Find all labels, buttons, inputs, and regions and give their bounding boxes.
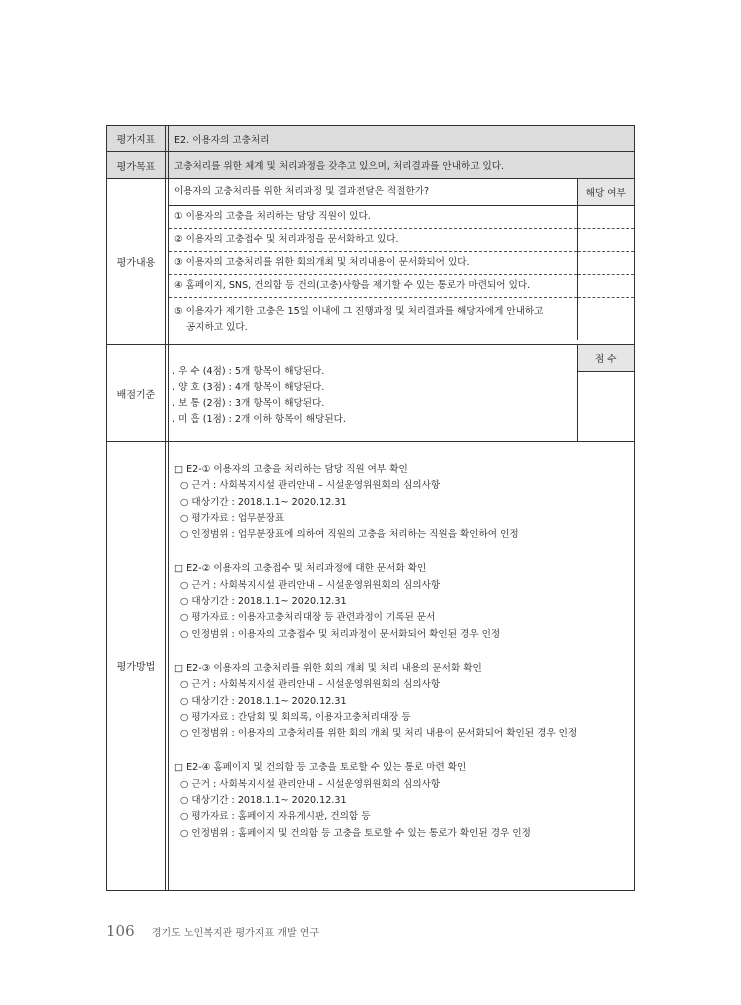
method-line: ○ 인정범위 : 이용자의 고충처리를 위한 회의 개최 및 처리 내용이 문서화되어 확인된 경우 인정 — [180, 728, 578, 740]
goal-label: 평가목표 — [107, 152, 166, 179]
method-group-title: □ E2-② 이용자의 고충접수 및 처리과정에 대한 문서화 확인 — [174, 563, 427, 575]
method-line: ○ 근거 : 사회복지시설 관리안내 – 시설운영위원회의 심의사항 — [180, 679, 441, 691]
content-item-row — [169, 297, 634, 340]
content-item-row — [169, 274, 634, 297]
method-label: 평가방법 — [107, 442, 166, 891]
method-line: ○ 근거 : 사회복지시설 관리안내 – 시설운영위원회의 심의사항 — [180, 480, 441, 492]
evaluation-table — [106, 125, 635, 891]
content-label: 평가내용 — [107, 179, 166, 345]
method-group-title: □ E2-③ 이용자의 고충처리를 위한 회의 개최 및 처리 내용의 문서화 확인 — [174, 662, 482, 674]
applicable-checkbox-5[interactable] — [577, 297, 634, 340]
method-line: ○ 평가자료 : 간담회 및 회의록, 이용자고충처리대장 등 — [180, 711, 411, 723]
indicator-value: E2. 이용자의 고충처리 — [169, 126, 635, 152]
method-content — [169, 442, 635, 891]
content-item-2: ② 이용자의 고충접수 및 처리과정을 문서화하고 있다. — [169, 228, 577, 251]
score-input-cell[interactable] — [577, 371, 634, 441]
method-line: ○ 대상기간 : 2018.1.1~ 2020.12.31 — [180, 795, 347, 807]
content-question-row — [169, 179, 634, 205]
score-level-good: . 양 호 (3점) : 4개 항목이 해당된다. — [172, 382, 325, 393]
applicable-checkbox-2[interactable] — [577, 228, 634, 251]
method-line: ○ 인정범위 : 이용자의 고충접수 및 처리과정이 문서화되어 확인된 경우 인정 — [180, 628, 501, 640]
score-inner-table — [169, 345, 634, 441]
content-item-5-line2: 공지하고 있다. — [186, 321, 248, 333]
method-line: ○ 근거 : 사회복지시설 관리안내 – 시설운영위원회의 심의사항 — [180, 579, 441, 591]
method-line: ○ 인정범위 : 업무분장표에 의하여 직원의 고충을 처리하는 직원을 확인하여 인정 — [180, 529, 519, 541]
content-item-4: ④ 홈페이지, SNS, 건의함 등 건의(고충)사항을 제기할 수 있는 통로가 마련되어 있다. — [169, 274, 577, 297]
method-line: ○ 대상기간 : 2018.1.1~ 2020.12.31 — [180, 496, 347, 508]
method-line: ○ 대상기간 : 2018.1.1~ 2020.12.31 — [180, 596, 347, 608]
goal-value: 고충처리를 위한 체계 및 처리과정을 갖추고 있으며, 처리결과를 안내하고 있다. — [169, 152, 635, 179]
content-item-5-line1: ⑤ 이용자가 제기한 고충은 15일 이내에 그 진행과정 및 처리결과를 해당자에게 안내하고 — [174, 305, 544, 317]
content-question: 이용자의 고충처리를 위한 처리과정 및 결과전달은 적절한가? — [169, 179, 577, 205]
score-label: 배점기준 — [107, 345, 166, 442]
method-line: ○ 평가자료 : 업무분장표 — [180, 512, 285, 524]
content-inner-table — [169, 179, 634, 340]
method-group-4 — [174, 760, 629, 841]
score-level-poor: . 미 흡 (1점) : 2개 이하 항목이 해당된다. — [172, 414, 346, 425]
goal-row — [107, 152, 635, 179]
footer-title: 경기도 노인복지관 평가지표 개발 연구 — [151, 928, 320, 939]
score-level-excellent: . 우 수 (4점) : 5개 항목이 해당된다. — [172, 366, 325, 377]
score-header: 점 수 — [577, 345, 634, 371]
applicable-checkbox-3[interactable] — [577, 251, 634, 274]
applicable-header: 해당 여부 — [577, 179, 634, 205]
content-row — [107, 179, 635, 345]
indicator-row — [107, 126, 635, 152]
applicable-checkbox-1[interactable] — [577, 205, 634, 228]
method-line: ○ 대상기간 : 2018.1.1~ 2020.12.31 — [180, 695, 347, 707]
page-footer — [106, 922, 319, 940]
page-number: 106 — [106, 922, 135, 940]
method-group-1 — [174, 462, 629, 543]
score-level-average: . 보 통 (2점) : 3개 항목이 해당된다. — [172, 398, 325, 409]
content-item-3: ③ 이용자의 고충처리를 위한 회의개최 및 처리내용이 문서화되어 있다. — [169, 251, 577, 274]
method-line: ○ 평가자료 : 홈페이지 자유게시판, 건의함 등 — [180, 811, 371, 823]
content-item-row — [169, 251, 634, 274]
method-line: ○ 근거 : 사회복지시설 관리안내 – 시설운영위원회의 심의사항 — [180, 778, 441, 790]
method-group-title: □ E2-④ 홈페이지 및 건의함 등 고충을 토로할 수 있는 통로 마련 확인 — [174, 762, 467, 774]
method-group-3 — [174, 661, 629, 742]
content-item-1: ① 이용자의 고충을 처리하는 담당 직원이 있다. — [169, 205, 577, 228]
method-line: ○ 인정범위 : 홈페이지 및 건의함 등 고충을 토로할 수 있는 통로가 확인된 경우 인정 — [180, 827, 531, 839]
method-row — [107, 442, 635, 891]
content-item-row — [169, 205, 634, 228]
score-row — [107, 345, 635, 442]
indicator-label: 평가지표 — [107, 126, 166, 152]
applicable-checkbox-4[interactable] — [577, 274, 634, 297]
method-group-2 — [174, 561, 629, 642]
method-line: ○ 평가자료 : 이용자고충처리대장 등 관련과정이 기록된 문서 — [180, 612, 436, 624]
content-item-row — [169, 228, 634, 251]
method-group-title: □ E2-① 이용자의 고충을 처리하는 담당 직원 여부 확인 — [174, 464, 408, 475]
